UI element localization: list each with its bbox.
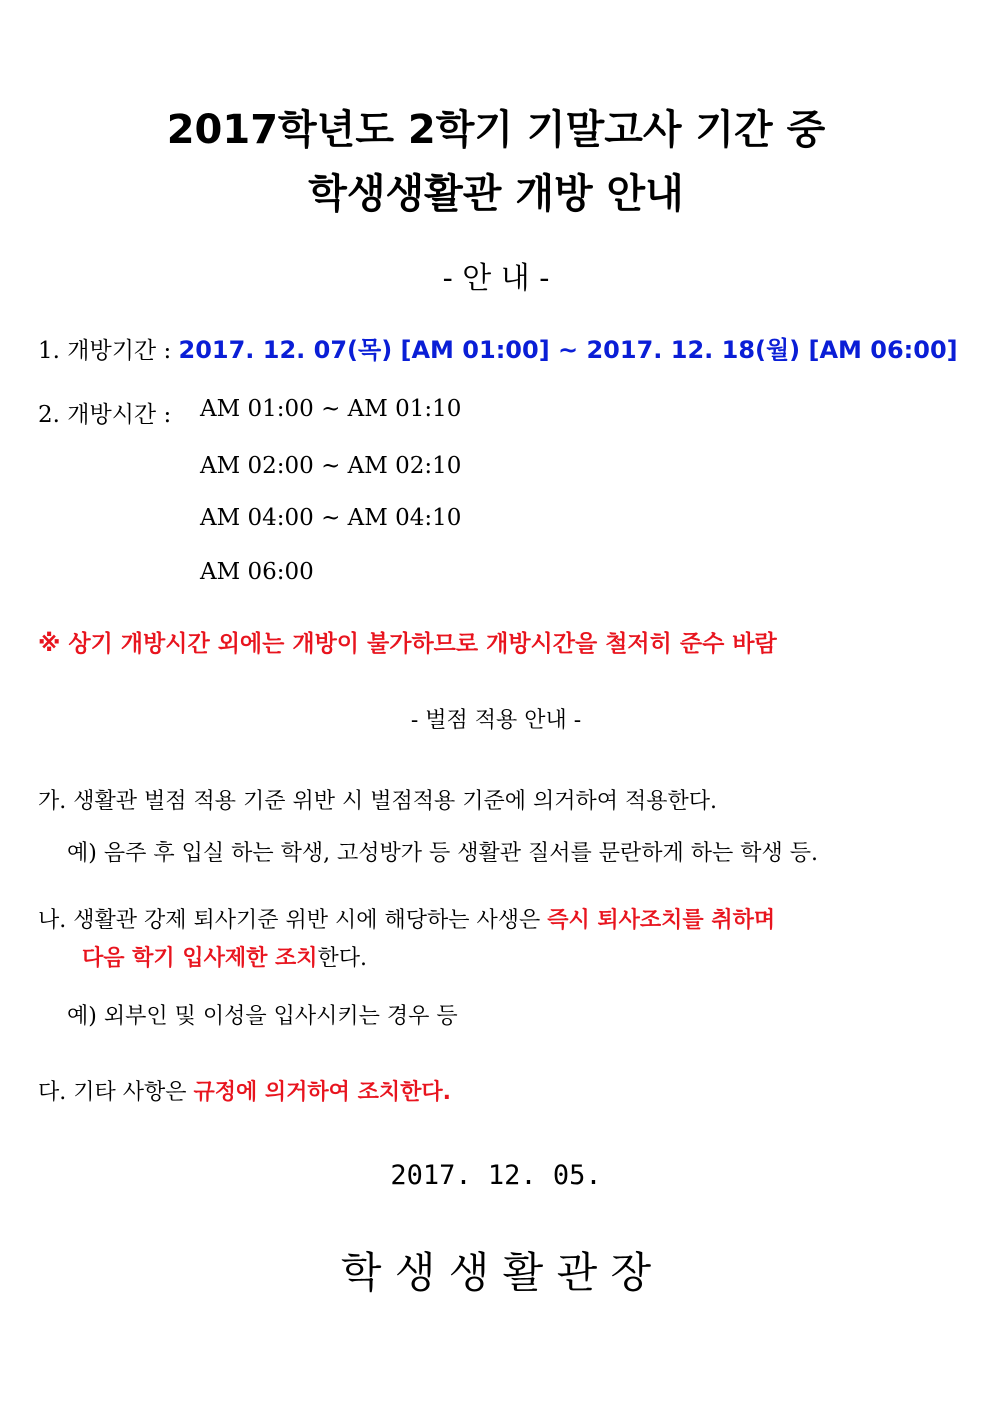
document-title-line1: 2017학년도 2학기 기말고사 기간 중	[166, 107, 826, 153]
open-period-label: 1. 개방기간 :	[38, 338, 179, 364]
notice-header: - 안 내 -	[442, 261, 550, 296]
open-time-2: AM 02:00 ~ AM 02:10	[200, 453, 462, 479]
open-period-value: 2017. 12. 07(목) [AM 01:00] ~ 2017. 12. 18(월) [AM 06:00]	[178, 336, 958, 364]
warning-text: ※ 상기 개방시간 외에는 개방이 불가하므로 개방시간을 철저히 준수 바람	[38, 631, 777, 657]
open-time-1: AM 01:00 ~ AM 01:10	[200, 396, 462, 422]
penalty-header: - 벌점 적용 안내 -	[410, 708, 582, 733]
clause-ga: 가. 생활관 벌점 적용 기준 위반 시 벌점적용 기준에 의거하여 적용한다.	[38, 789, 717, 814]
document-title-line2: 학생생활관 개방 안내	[308, 171, 684, 217]
clause-da-text: 다. 기타 사항은	[38, 1080, 194, 1105]
signature-issuer: 학 생 생 활 관 장	[340, 1248, 652, 1297]
clause-na-text: 나. 생활관 강제 퇴사기준 위반 시에 해당하는 사생은	[38, 908, 548, 933]
clause-na-highlight2: 다음 학기 입사제한 조치	[82, 946, 318, 971]
clause-da	[38, 1075, 451, 1106]
clause-na-suffix: 한다.	[317, 946, 367, 971]
document-date: 2017. 12. 05.	[390, 1160, 602, 1191]
clause-na	[38, 903, 775, 934]
clause-ga-example: 예) 음주 후 입실 하는 학생, 고성방가 등 생활관 질서를 문란하게 하는 학생 등.	[67, 841, 819, 866]
clause-na-example: 예) 외부인 및 이성을 입사시키는 경우 등	[67, 1004, 458, 1029]
open-time-label: 2. 개방시간 :	[38, 402, 172, 428]
clause-na-line2	[82, 941, 367, 972]
open-time-4: AM 06:00	[200, 559, 314, 585]
clause-da-highlight: 규정에 의거하여 조치한다.	[193, 1080, 451, 1105]
open-time-3: AM 04:00 ~ AM 04:10	[200, 505, 462, 531]
open-period-row	[38, 330, 958, 365]
clause-na-highlight1: 즉시 퇴사조치를 취하며	[547, 908, 776, 933]
